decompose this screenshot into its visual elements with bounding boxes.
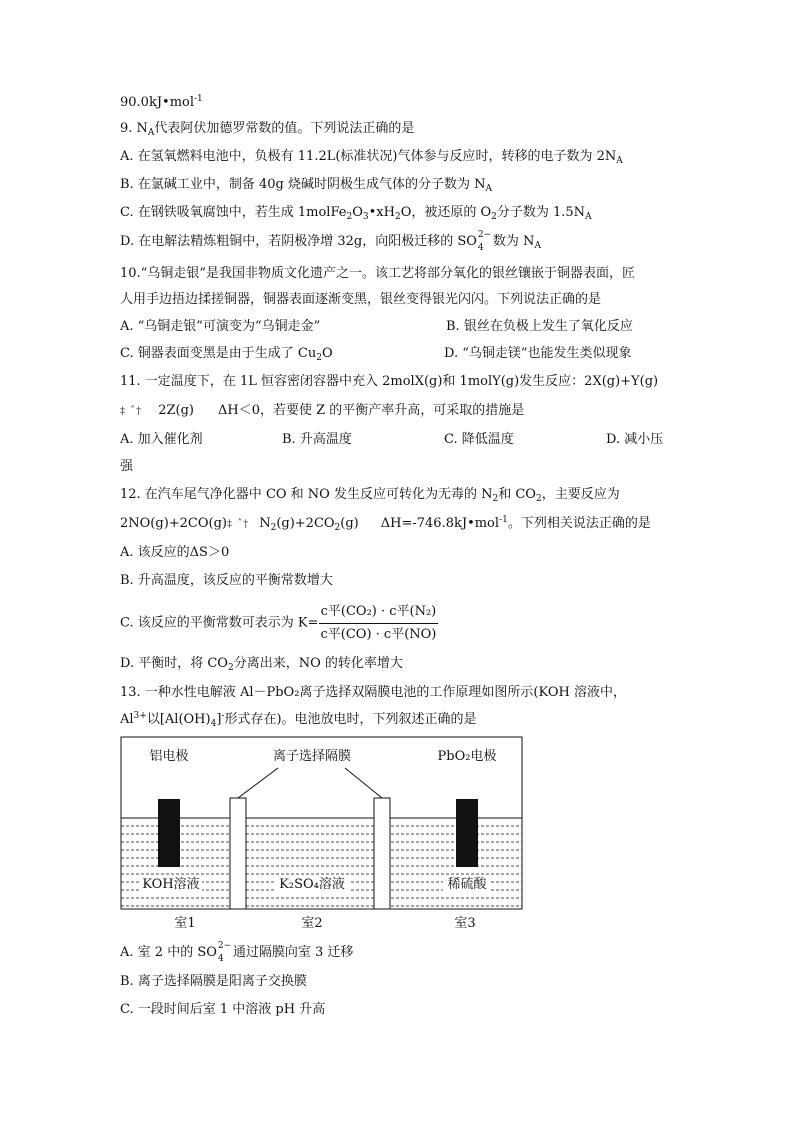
equilibrium-arrow-icon: ‡ ˆ† (120, 406, 143, 417)
q12-equation (120, 515, 651, 534)
fraction-denominator: c平(CO) · c平(NO) (320, 627, 437, 642)
q12-eq-left: 2NO(g)+2CO(g) (120, 516, 228, 531)
q9-d-sub2: A (534, 241, 541, 251)
q13-a-text1: A. 室 2 中的 SO (120, 945, 217, 960)
k2so4-solution-label: K₂SO₄溶液 (279, 877, 345, 892)
q11-option-b[interactable]: B. 升高温度 (282, 432, 352, 447)
q9-option-a[interactable] (120, 148, 623, 166)
q12-option-d[interactable] (120, 655, 403, 673)
room1-label: 室1 (174, 916, 196, 931)
room2-label: 室2 (301, 916, 323, 931)
q10-c-text2: O (321, 346, 333, 361)
pbo2-electrode (456, 799, 478, 867)
q9-c-sub5: A (585, 212, 592, 222)
room3-label: 室3 (454, 916, 476, 931)
sulfuric-acid-label: 稀硫酸 (447, 877, 487, 892)
q13-l2-sup1: 3+ (133, 711, 147, 721)
q12-l1-text1: 12. 在汽车尾气净化器中 CO 和 NO 发生反应可转化为无毒的 N (120, 487, 493, 502)
membrane-right (374, 798, 390, 909)
q9-sub: A (147, 128, 155, 138)
q9-option-b[interactable] (120, 176, 492, 194)
q12-line1 (120, 486, 620, 504)
q9-c-text4: O，被还原的 O (400, 205, 492, 220)
q9-a-text: A. 在氢氧燃料电池中，负极有 11.2L(标准状况)气体参与反应时，转移的电子数为 2N (120, 149, 617, 164)
q12-option-a[interactable]: A. 该反应的ΔS＞0 (120, 545, 230, 560)
q10-line1: 10.“乌铜走银”是我国非物质文化遗产之一。该工艺将部分氧化的银丝镶嵌于铜器表面，匠 (120, 266, 635, 281)
q11-option-d[interactable]: D. 减小压 (606, 432, 664, 447)
q13-l2-sub: 4 (210, 719, 217, 729)
q13-a-text2: 通过隔膜向室 3 迁移 (232, 945, 354, 960)
q13-l2-text4: 形式存在)。电池放电时，下列叙述正确的是 (224, 712, 477, 727)
q13-l2-sup2: - (221, 711, 225, 721)
membrane-label: 离子选择隔膜 (272, 749, 352, 764)
q13-a-sulfate-charge (217, 941, 233, 964)
q9-number: 9. N (120, 121, 148, 136)
q12-option-b[interactable]: B. 升高温度，该反应的平衡常数增大 (120, 573, 333, 588)
koh-solution-label: KOH溶液 (142, 877, 200, 892)
q9-option-d[interactable] (120, 230, 541, 253)
equilibrium-arrow-icon: ‡ ˆ† (227, 519, 250, 530)
q12-l1-sub1: 2 (492, 494, 499, 504)
al-electrode-label: 铝电极 (149, 749, 189, 764)
q12-eq-rs1: 2 (270, 523, 277, 533)
prev-tail-sup: -1 (194, 94, 203, 104)
q13-line1: 13. 一种水性电解液 Al－PbO₂离子选择双隔膜电池的工作原理如图所示(KOH 溶液中， (120, 685, 626, 700)
q11-option-c[interactable]: C. 降低温度 (444, 432, 514, 447)
q9-d-text1: D. 在电解法精炼粗铜中，若阴极净增 32g，向阳极迁移的 SO (120, 234, 477, 249)
q9-d-text2: 数为 N (492, 234, 535, 249)
q9-c-text1: C. 在钢铁吸氧腐蚀中，若生成 1molFe (120, 205, 347, 220)
q12-tail: 。下列相关说法正确的是 (507, 516, 651, 531)
q13-option-c[interactable]: C. 一段时间后室 1 中溶液 pH 升高 (120, 1002, 326, 1017)
q12-d-text2: 分离出来，NO 的转化率增大 (233, 656, 403, 671)
q12-d-text1: D. 平衡时，将 CO (120, 656, 228, 671)
q10-option-b[interactable]: B. 银丝在负极上发生了氧化反应 (446, 319, 633, 334)
q12-eq-r1: N (259, 516, 271, 531)
q9-d-sub: 4 (477, 243, 484, 253)
q9-c-sub1: 2 (346, 212, 353, 222)
q11-condition: ΔH＜0，若要使 Z 的平衡产率升高，可采取的措施是 (217, 403, 525, 418)
q10-c-text1: C. 铜器表面变黑是由于生成了 Cu (120, 346, 317, 361)
q12-l1-text3: ，主要反应为 (541, 487, 620, 502)
q12-l1-text2: 和 CO (498, 487, 536, 502)
q12-l1-sub2: 2 (535, 494, 542, 504)
q10-line2: 人用手边捂边揉搓铜器，铜器表面逐渐变黑，银丝变得银光闪闪。下列说法正确的是 (120, 292, 602, 307)
q9-a-sub: A (616, 156, 623, 166)
q11-line2 (120, 402, 524, 421)
q9-d-sulfate-charge (477, 230, 493, 253)
q11-option-a[interactable]: A. 加入催化剂 (120, 432, 203, 447)
pbo2-electrode-label: PbO₂电极 (437, 749, 497, 764)
q12-d-sub: 2 (227, 663, 234, 673)
q13-a-sup: 2− (217, 941, 232, 951)
aluminum-electrode (158, 799, 180, 867)
q9-c-sub4: 2 (491, 212, 497, 222)
prev-tail-text: 90.0kJ•mol (120, 95, 195, 110)
q12-enthalpy-sup: -1 (499, 515, 508, 525)
q9-c-text2: O (352, 205, 363, 220)
fraction-numerator: c平(CO₂) · c平(N₂) (319, 602, 439, 624)
q12-eq-r2: (g)+2CO (276, 516, 335, 531)
battery-diagram (120, 736, 524, 932)
equilibrium-constant-fraction (319, 602, 439, 645)
q12-c-text: C. 该反应的平衡常数可表示为 K= (120, 615, 319, 631)
q12-eq-rs2: 2 (334, 523, 341, 533)
q9-option-c[interactable] (120, 204, 592, 222)
q9-c-text3: •xH (368, 205, 395, 220)
q13-l2-text1: Al (120, 712, 134, 727)
membrane-left (230, 798, 246, 909)
prev-question-tail (120, 94, 203, 112)
q12-enthalpy: ΔH=-746.8kJ•mol (380, 516, 500, 531)
q11-line1: 11. 一定温度下，在 1L 恒容密闭容器中充入 2molX(g)和 1molY(g)发生反应：2X(g)+Y(g) (120, 374, 659, 389)
q9-stem-text: 代表阿伏加德罗常数的值。下列说法正确的是 (154, 121, 415, 136)
q12-eq-r3: (g) (340, 516, 359, 531)
q11-option-d-wrap: 强 (120, 459, 134, 474)
membrane-leader-left (238, 768, 278, 798)
q9-c-text5: 分子数为 1.5N (496, 205, 586, 220)
q13-option-b[interactable]: B. 离子选择隔膜是阳离子交换膜 (120, 974, 307, 989)
q9-c-sub2: 3 (362, 212, 369, 222)
q9-d-sup: 2− (477, 230, 492, 240)
q9-b-sub: A (485, 184, 492, 194)
q13-l2-text3: ] (216, 712, 222, 727)
q9-stem (120, 120, 414, 138)
q13-a-sub: 4 (217, 954, 224, 964)
q13-option-a[interactable] (120, 941, 354, 964)
q10-option-c[interactable] (120, 345, 333, 363)
q9-c-sub3: 2 (394, 212, 401, 222)
q13-l2-text2: 以[Al(OH) (146, 712, 211, 727)
q10-option-d[interactable]: D. “乌铜走镁”也能发生类似现象 (444, 346, 632, 361)
membrane-leader-right (345, 768, 382, 798)
q10-c-sub: 2 (316, 353, 322, 363)
q11-product: 2Z(g) (158, 403, 194, 418)
q12-option-c[interactable] (120, 602, 438, 645)
q10-option-a[interactable]: A. “乌铜走银”可演变为“乌铜走金” (120, 319, 321, 334)
q13-line2 (120, 711, 477, 729)
q9-b-text: B. 在氯碱工业中，制备 40g 烧碱时阴极生成气体的分子数为 N (120, 177, 486, 192)
